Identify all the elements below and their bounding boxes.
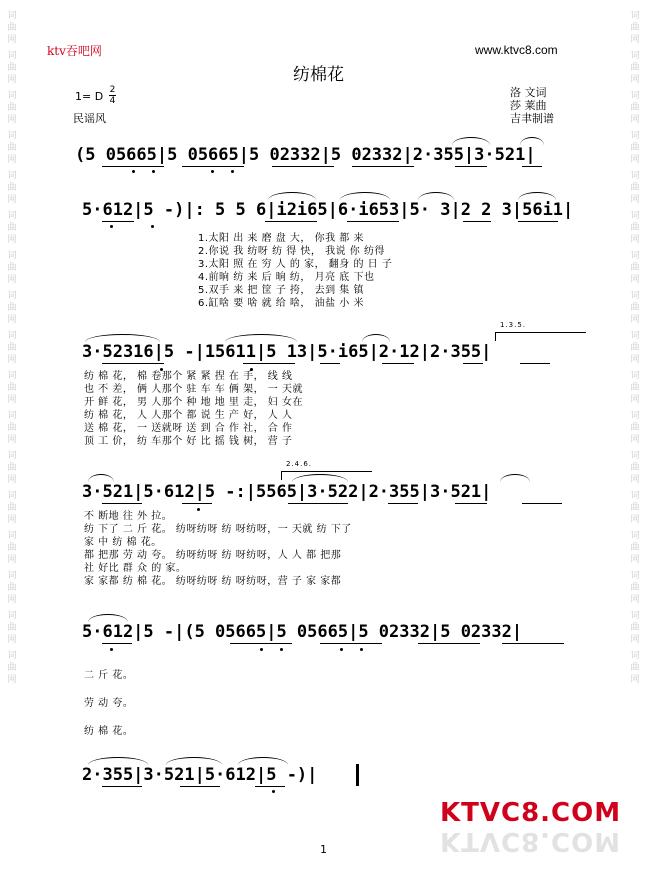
notation-row-3: 3·52316|5 -|15611|5 13|5·i65|2·12|2·355|	[82, 342, 492, 362]
notation-row-1: (5 05665|5 05665|5 02332|5 02332|2·355|3·521|	[75, 145, 536, 165]
style-label: 民谣风	[73, 112, 106, 125]
credit-lyric: 洛 文词	[510, 86, 547, 99]
notation-row-6: 2·355|3·521|5·612|5 -)|	[82, 765, 318, 785]
notation-row-4: 3·521|5·612|5 -:|5565|3·522|2·355|3·521|	[82, 482, 492, 502]
site-logo[interactable]: ktv吞吧网	[47, 44, 102, 58]
credit-music: 莎 莱曲	[510, 99, 547, 112]
brand-logo[interactable]: KTVC8.COM	[440, 798, 622, 828]
page-title: 纺棉花	[293, 65, 344, 85]
lyrics-row-3: 纺 棉 花， 棉 卷那个 紧 紧 捏 在 手， 线 线 也 不 差， 俩 人那个 驻 车 车 俩 架， 一 天就 开 鲜 花， 男 人那个 种 地 地 里 走， 妇 女在 纺 棉 花， 人 人那个 都 说 生 产 好， 人 人 送 棉 花， 一 送就呀 送 到 合 作 社， 合 作 顶 工 价， 纺 车那个 好 比 摇 钱 树， 营 子	[84, 371, 303, 447]
lyrics-row-5: 二 斤 花。 劳 动 夸。 纺 棉 花。	[84, 670, 134, 737]
volta-bracket: 1.3.5.	[495, 332, 586, 341]
site-url[interactable]: www.ktvc8.com	[475, 43, 558, 57]
notation-row-5: 5·612|5 -|(5 05665|5 05665|5 02332|5 02332|	[82, 622, 523, 642]
time-signature: 2 4	[109, 85, 116, 106]
page-number: 1	[320, 843, 327, 856]
lyrics-row-4: 不 断地 往 外 拉。 纺 下了 二 斤 花。 纺呀纺呀 纺 呀纺呀，一 天就 纺 下了 家 中 纺 棉 花。 都 把那 劳 动 夸。 纺呀纺呀 纺 呀纺呀，人 人 都 把那 社 好比 群 众 的 家。 家 家都 纺 棉 花。 纺呀纺呀 纺 呀纺呀，营 子 家 家都	[84, 511, 352, 587]
notation-row-2: 5·612|5 -)|: 5 5 6|i2i65|6·i653|5· 3|2 2 3|56i1|	[82, 200, 574, 220]
volta-bracket-2: 2.4.6.	[281, 471, 372, 480]
final-barline	[356, 764, 359, 786]
credit-score: 吉聿制谱	[510, 112, 554, 125]
key-signature: 1= D	[75, 90, 104, 103]
left-watermark: 词曲网 词曲网 词曲网 词曲网 词曲网 词曲网 词曲网 词曲网 词曲网 词曲网 词曲网 词曲网 词曲网 词曲网 词曲网 词曲网 词曲网	[7, 11, 17, 685]
brand-logo-reflection: KTVC8.COM	[440, 826, 622, 856]
right-watermark: 词曲网 词曲网 词曲网 词曲网 词曲网 词曲网 词曲网 词曲网 词曲网 词曲网 词曲网 词曲网 词曲网 词曲网 词曲网 词曲网 词曲网	[630, 11, 640, 685]
lyrics-row-2: 1.太阳 出 来 磨 盘 大， 你我 都 来 2.你说 我 纺呀 纺 得 快， 我说 你 纺得 3.太阳 照 在 穷 人 的 家， 翻身 的 日 子 4.前晌 纺 来 后 晌 纺， 月亮 底 下也 5.双手 来 把 筐 子 挎， 去到 集 镇 6.缸啥 要 啥 就 给 啥， 油盐 小 米	[198, 233, 393, 309]
